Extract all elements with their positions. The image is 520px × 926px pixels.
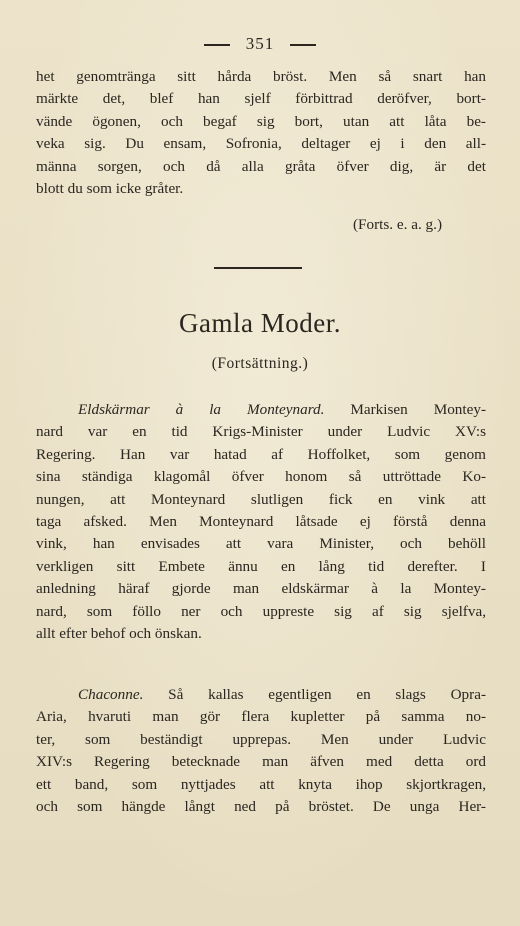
section-divider	[214, 267, 302, 269]
continuation-note: (Forts. e. a. g.)	[353, 216, 442, 233]
text-line	[36, 399, 486, 421]
text-fragment: Så kallas egentligen en slags Opra-	[143, 686, 486, 703]
paragraph-eldskarmar	[36, 399, 486, 645]
text-line: XIV:s Regering betecknade man äfven med detta ord	[36, 753, 486, 771]
text-line: och som hängde långt ned på bröstet. De unga Her-	[36, 798, 486, 816]
paragraph-continuation	[36, 66, 486, 200]
text-line: veka sig. Du ensam, Sofronia, deltager ej i den all-	[36, 135, 486, 153]
paragraph-chaconne	[36, 684, 486, 818]
article-subtitle: (Fortsättning.)	[211, 355, 309, 372]
text-line: nungen, att Monteynard slutligen fick en vink att	[36, 490, 486, 508]
text-line: sina ständiga klagomål öfver honom så uttröttade Ko-	[36, 468, 486, 486]
text-line: nard var en tid Krigs-Minister under Ludvic XV:s	[36, 423, 486, 441]
text-line: Regering. Han var hatad af Hoffolket, som genom	[36, 445, 486, 463]
article-title: Gamla Moder.	[179, 308, 341, 338]
text-line: verkligen sitt Embete ännu en lång tid derefter. I	[36, 557, 486, 575]
header-dash-right	[290, 44, 316, 46]
text-fragment: Markisen Montey-	[324, 401, 486, 418]
entry-term: Chaconne.	[78, 686, 144, 703]
text-line: ter, som beständigt upprepas. Men under Ludvic	[36, 730, 486, 748]
text-line: taga afsked. Men Monteynard låtsade ej förstå denna	[36, 513, 486, 531]
page-header	[0, 34, 520, 54]
text-line: männa sorgen, och då alla gråta öfver dig, är det	[36, 157, 486, 175]
entry-term: Eldskärmar à la Monteynard.	[78, 401, 325, 418]
text-line: allt efter behof och önskan.	[36, 625, 202, 643]
page-number: 351	[245, 34, 275, 53]
text-line: vände ögonen, och begaf sig bort, utan att låta be-	[36, 112, 486, 130]
text-line: het genomtränga sitt hårda bröst. Men så snart han	[36, 68, 486, 85]
header-dash-left	[204, 44, 230, 46]
text-line: märkte det, blef han sjelf förbittrad deröfver, bort-	[36, 90, 486, 108]
text-line: ett band, som nyttjades att knyta ihop skjortkragen,	[36, 775, 486, 793]
text-line: nard, som föllo ner och uppreste sig af sig sjelfva,	[36, 602, 486, 620]
text-line: anledning häraf gjorde man eldskärmar à la Montey-	[36, 580, 486, 598]
text-line	[36, 684, 486, 706]
text-line: Aria, hvaruti man gör flera kupletter på samma no-	[36, 708, 486, 726]
text-line: blott du som icke gråter.	[36, 180, 184, 198]
text-line: vink, han envisades att vara Minister, och behöll	[36, 535, 486, 553]
